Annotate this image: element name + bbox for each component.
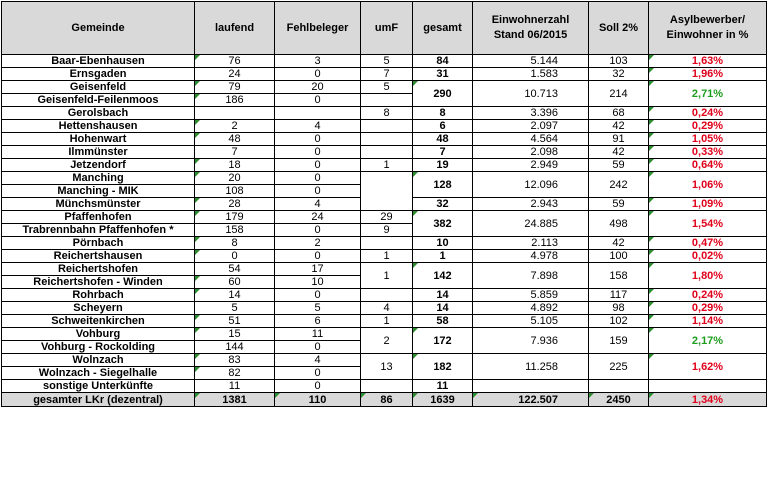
cell-name: Jetzendorf — [2, 159, 195, 172]
table-row — [2, 146, 767, 159]
cell-umf: 8 — [361, 107, 413, 120]
einwohner-line2: Stand 06/2015 — [493, 29, 568, 41]
cell-pct: 0,64% — [649, 159, 767, 172]
cell-laufend: 15 — [195, 328, 275, 341]
cell-pct: 1,96% — [649, 68, 767, 81]
cell-fehl: 24 — [275, 211, 361, 224]
table-row — [2, 172, 767, 185]
cell-laufend: 14 — [195, 289, 275, 302]
cell-gesamt: 382 — [413, 211, 473, 237]
cell-einw: 7.936 — [473, 328, 589, 354]
total-gesamt: 1639 — [413, 393, 473, 407]
cell-fehl: 0 — [275, 224, 361, 237]
cell-pct: 1,05% — [649, 133, 767, 146]
cell-einw: 24.885 — [473, 211, 589, 237]
cell-gesamt: 7 — [413, 146, 473, 159]
cell-name: Reichertshofen — [2, 263, 195, 276]
cell-laufend: 0 — [195, 250, 275, 263]
cell-fehl: 6 — [275, 315, 361, 328]
cell-gesamt: 31 — [413, 68, 473, 81]
cell-soll: 42 — [589, 146, 649, 159]
cell-pct: 1,09% — [649, 198, 767, 211]
total-pct: 1,34% — [649, 393, 767, 407]
cell-soll: 68 — [589, 107, 649, 120]
cell-laufend: 60 — [195, 276, 275, 289]
cell-name: Reichertshausen — [2, 250, 195, 263]
cell-laufend: 24 — [195, 68, 275, 81]
cell-laufend — [195, 107, 275, 120]
cell-name: Gerolsbach — [2, 107, 195, 120]
cell-einw: 10.713 — [473, 81, 589, 107]
total-name: gesamter LKr (dezentral) — [2, 393, 195, 407]
cell-pct: 1,62% — [649, 354, 767, 380]
cell-laufend: 79 — [195, 81, 275, 94]
cell-umf: 7 — [361, 68, 413, 81]
cell-soll: 225 — [589, 354, 649, 380]
cell-soll: 242 — [589, 172, 649, 198]
cell-name: Hohenwart — [2, 133, 195, 146]
cell-name: Scheyern — [2, 302, 195, 315]
cell-laufend: 83 — [195, 354, 275, 367]
cell-laufend: 54 — [195, 263, 275, 276]
cell-soll: 98 — [589, 302, 649, 315]
table-row — [2, 68, 767, 81]
table-row — [2, 120, 767, 133]
cell-fehl: 0 — [275, 68, 361, 81]
cell-name: Manching - MIK — [2, 185, 195, 198]
cell-pct: 0,24% — [649, 107, 767, 120]
col-soll: Soll 2% — [589, 2, 649, 55]
quote-line2: Einwohner in % — [666, 29, 749, 41]
cell-name: Schweitenkirchen — [2, 315, 195, 328]
cell-gesamt: 32 — [413, 198, 473, 211]
cell-fehl: 0 — [275, 159, 361, 172]
cell-gesamt: 1 — [413, 250, 473, 263]
cell-soll: 103 — [589, 55, 649, 68]
cell-name: Geisenfeld-Feilenmoos — [2, 94, 195, 107]
cell-fehl: 0 — [275, 172, 361, 185]
cell-fehl: 20 — [275, 81, 361, 94]
cell-pct: 2,71% — [649, 81, 767, 107]
cell-soll: 214 — [589, 81, 649, 107]
cell-fehl — [275, 107, 361, 120]
quote-line1: Asylbewerber/ — [669, 14, 746, 26]
cell-laufend: 5 — [195, 302, 275, 315]
table-row — [2, 159, 767, 172]
cell-pct: 1,80% — [649, 263, 767, 289]
cell-gesamt: 14 — [413, 302, 473, 315]
cell-umf — [361, 289, 413, 302]
cell-einw: 2.098 — [473, 146, 589, 159]
cell-laufend: 20 — [195, 172, 275, 185]
einwohner-line1: Einwohnerzahl — [491, 14, 570, 26]
cell-einw: 4.892 — [473, 302, 589, 315]
cell-fehl: 0 — [275, 185, 361, 198]
table-row — [2, 380, 767, 393]
cell-umf — [361, 146, 413, 159]
cell-fehl: 0 — [275, 289, 361, 302]
cell-pct: 2,17% — [649, 328, 767, 354]
cell-laufend: 2 — [195, 120, 275, 133]
cell-umf: 4 — [361, 302, 413, 315]
cell-laufend: 76 — [195, 55, 275, 68]
cell-name: sonstige Unterkünfte — [2, 380, 195, 393]
total-umf: 86 — [361, 393, 413, 407]
cell-pct: 0,33% — [649, 146, 767, 159]
cell-umf — [361, 120, 413, 133]
asylum-table — [1, 1, 767, 407]
cell-fehl: 11 — [275, 328, 361, 341]
cell-umf: 5 — [361, 55, 413, 68]
col-umf: umF — [361, 2, 413, 55]
cell-name: Münchsmünster — [2, 198, 195, 211]
col-gemeinde: Gemeinde — [2, 2, 195, 55]
cell-pct: 0,29% — [649, 302, 767, 315]
cell-name: Pörnbach — [2, 237, 195, 250]
cell-fehl: 0 — [275, 380, 361, 393]
table-row — [2, 211, 767, 224]
cell-einw: 5.105 — [473, 315, 589, 328]
cell-gesamt: 14 — [413, 289, 473, 302]
cell-umf — [361, 237, 413, 250]
cell-laufend: 158 — [195, 224, 275, 237]
cell-laufend: 144 — [195, 341, 275, 354]
cell-fehl: 10 — [275, 276, 361, 289]
cell-pct: 0,47% — [649, 237, 767, 250]
cell-umf: 1 — [361, 159, 413, 172]
cell-name: Ilmmünster — [2, 146, 195, 159]
table-row — [2, 81, 767, 94]
cell-fehl: 0 — [275, 133, 361, 146]
cell-soll: 59 — [589, 198, 649, 211]
total-row — [2, 393, 767, 407]
total-soll: 2450 — [589, 393, 649, 407]
col-fehlbeleger: Fehlbeleger — [275, 2, 361, 55]
cell-name: Vohburg - Rockolding — [2, 341, 195, 354]
cell-pct: 1,06% — [649, 172, 767, 198]
cell-einw: 12.096 — [473, 172, 589, 198]
col-quote — [649, 2, 767, 55]
cell-laufend: 82 — [195, 367, 275, 380]
cell-laufend: 28 — [195, 198, 275, 211]
cell-soll: 158 — [589, 263, 649, 289]
cell-laufend: 18 — [195, 159, 275, 172]
table-row — [2, 250, 767, 263]
cell-fehl: 5 — [275, 302, 361, 315]
cell-umf: 29 — [361, 211, 413, 224]
cell-umf: 13 — [361, 354, 413, 380]
cell-fehl: 0 — [275, 250, 361, 263]
cell-gesamt: 6 — [413, 120, 473, 133]
cell-einw: 4.564 — [473, 133, 589, 146]
cell-laufend: 186 — [195, 94, 275, 107]
cell-einw: 2.949 — [473, 159, 589, 172]
col-einwohner — [473, 2, 589, 55]
cell-laufend: 108 — [195, 185, 275, 198]
cell-umf: 1 — [361, 250, 413, 263]
header-row — [2, 2, 767, 55]
table-row — [2, 289, 767, 302]
cell-einw: 7.898 — [473, 263, 589, 289]
cell-soll: 102 — [589, 315, 649, 328]
table-row — [2, 107, 767, 120]
cell-fehl: 0 — [275, 146, 361, 159]
cell-gesamt: 10 — [413, 237, 473, 250]
cell-soll: 117 — [589, 289, 649, 302]
cell-einw: 1.583 — [473, 68, 589, 81]
cell-fehl: 0 — [275, 367, 361, 380]
cell-pct: 1,14% — [649, 315, 767, 328]
cell-name: Reichertshofen - Winden — [2, 276, 195, 289]
cell-einw: 5.144 — [473, 55, 589, 68]
cell-einw: 11.258 — [473, 354, 589, 380]
cell-gesamt: 19 — [413, 159, 473, 172]
cell-fehl: 4 — [275, 120, 361, 133]
cell-name: Rohrbach — [2, 289, 195, 302]
table-row — [2, 263, 767, 276]
cell-einw: 2.113 — [473, 237, 589, 250]
total-laufend: 1381 — [195, 393, 275, 407]
cell-umf: 1 — [361, 263, 413, 289]
cell-fehl: 4 — [275, 354, 361, 367]
cell-pct: 0,29% — [649, 120, 767, 133]
cell-umf: 5 — [361, 81, 413, 94]
cell-soll — [589, 380, 649, 393]
cell-fehl: 3 — [275, 55, 361, 68]
cell-name: Geisenfeld — [2, 81, 195, 94]
cell-einw — [473, 380, 589, 393]
cell-soll: 100 — [589, 250, 649, 263]
table-row — [2, 302, 767, 315]
cell-pct: 0,02% — [649, 250, 767, 263]
cell-soll: 42 — [589, 120, 649, 133]
cell-einw: 2.097 — [473, 120, 589, 133]
table-row — [2, 354, 767, 367]
cell-name: Wolnzach — [2, 354, 195, 367]
cell-gesamt: 58 — [413, 315, 473, 328]
cell-gesamt: 172 — [413, 328, 473, 354]
cell-name: Hettenshausen — [2, 120, 195, 133]
cell-umf: 1 — [361, 315, 413, 328]
cell-gesamt: 182 — [413, 354, 473, 380]
cell-gesamt: 8 — [413, 107, 473, 120]
cell-pct: 1,54% — [649, 211, 767, 237]
cell-laufend: 8 — [195, 237, 275, 250]
table-row — [2, 315, 767, 328]
cell-umf — [361, 172, 413, 211]
cell-gesamt: 84 — [413, 55, 473, 68]
total-einw: 122.507 — [473, 393, 589, 407]
cell-einw: 3.396 — [473, 107, 589, 120]
cell-name: Pfaffenhofen — [2, 211, 195, 224]
cell-pct: 0,24% — [649, 289, 767, 302]
cell-einw: 4.978 — [473, 250, 589, 263]
col-gesamt: gesamt — [413, 2, 473, 55]
cell-name: Vohburg — [2, 328, 195, 341]
cell-umf: 9 — [361, 224, 413, 237]
cell-laufend: 51 — [195, 315, 275, 328]
cell-fehl: 2 — [275, 237, 361, 250]
cell-einw: 2.943 — [473, 198, 589, 211]
cell-fehl: 0 — [275, 94, 361, 107]
cell-name: Manching — [2, 172, 195, 185]
cell-laufend: 7 — [195, 146, 275, 159]
cell-gesamt: 11 — [413, 380, 473, 393]
cell-laufend: 11 — [195, 380, 275, 393]
cell-name: Trabrennbahn Pfaffenhofen * — [2, 224, 195, 237]
cell-pct: 1,63% — [649, 55, 767, 68]
table-row — [2, 328, 767, 341]
cell-einw: 5.859 — [473, 289, 589, 302]
cell-soll: 59 — [589, 159, 649, 172]
cell-gesamt: 48 — [413, 133, 473, 146]
cell-pct — [649, 380, 767, 393]
cell-name: Baar-Ebenhausen — [2, 55, 195, 68]
cell-name: Ernsgaden — [2, 68, 195, 81]
cell-soll: 42 — [589, 237, 649, 250]
table-row — [2, 55, 767, 68]
table-row — [2, 133, 767, 146]
cell-soll: 159 — [589, 328, 649, 354]
total-fehl: 110 — [275, 393, 361, 407]
cell-fehl: 4 — [275, 198, 361, 211]
cell-fehl: 0 — [275, 341, 361, 354]
table-row — [2, 237, 767, 250]
cell-gesamt: 142 — [413, 263, 473, 289]
cell-name: Wolnzach - Siegelhalle — [2, 367, 195, 380]
cell-umf — [361, 133, 413, 146]
cell-gesamt: 128 — [413, 172, 473, 198]
cell-laufend: 179 — [195, 211, 275, 224]
cell-laufend: 48 — [195, 133, 275, 146]
col-laufend: laufend — [195, 2, 275, 55]
cell-soll: 91 — [589, 133, 649, 146]
cell-soll: 498 — [589, 211, 649, 237]
cell-soll: 32 — [589, 68, 649, 81]
cell-fehl: 17 — [275, 263, 361, 276]
cell-gesamt: 290 — [413, 81, 473, 107]
cell-umf — [361, 380, 413, 393]
cell-umf: 2 — [361, 328, 413, 354]
